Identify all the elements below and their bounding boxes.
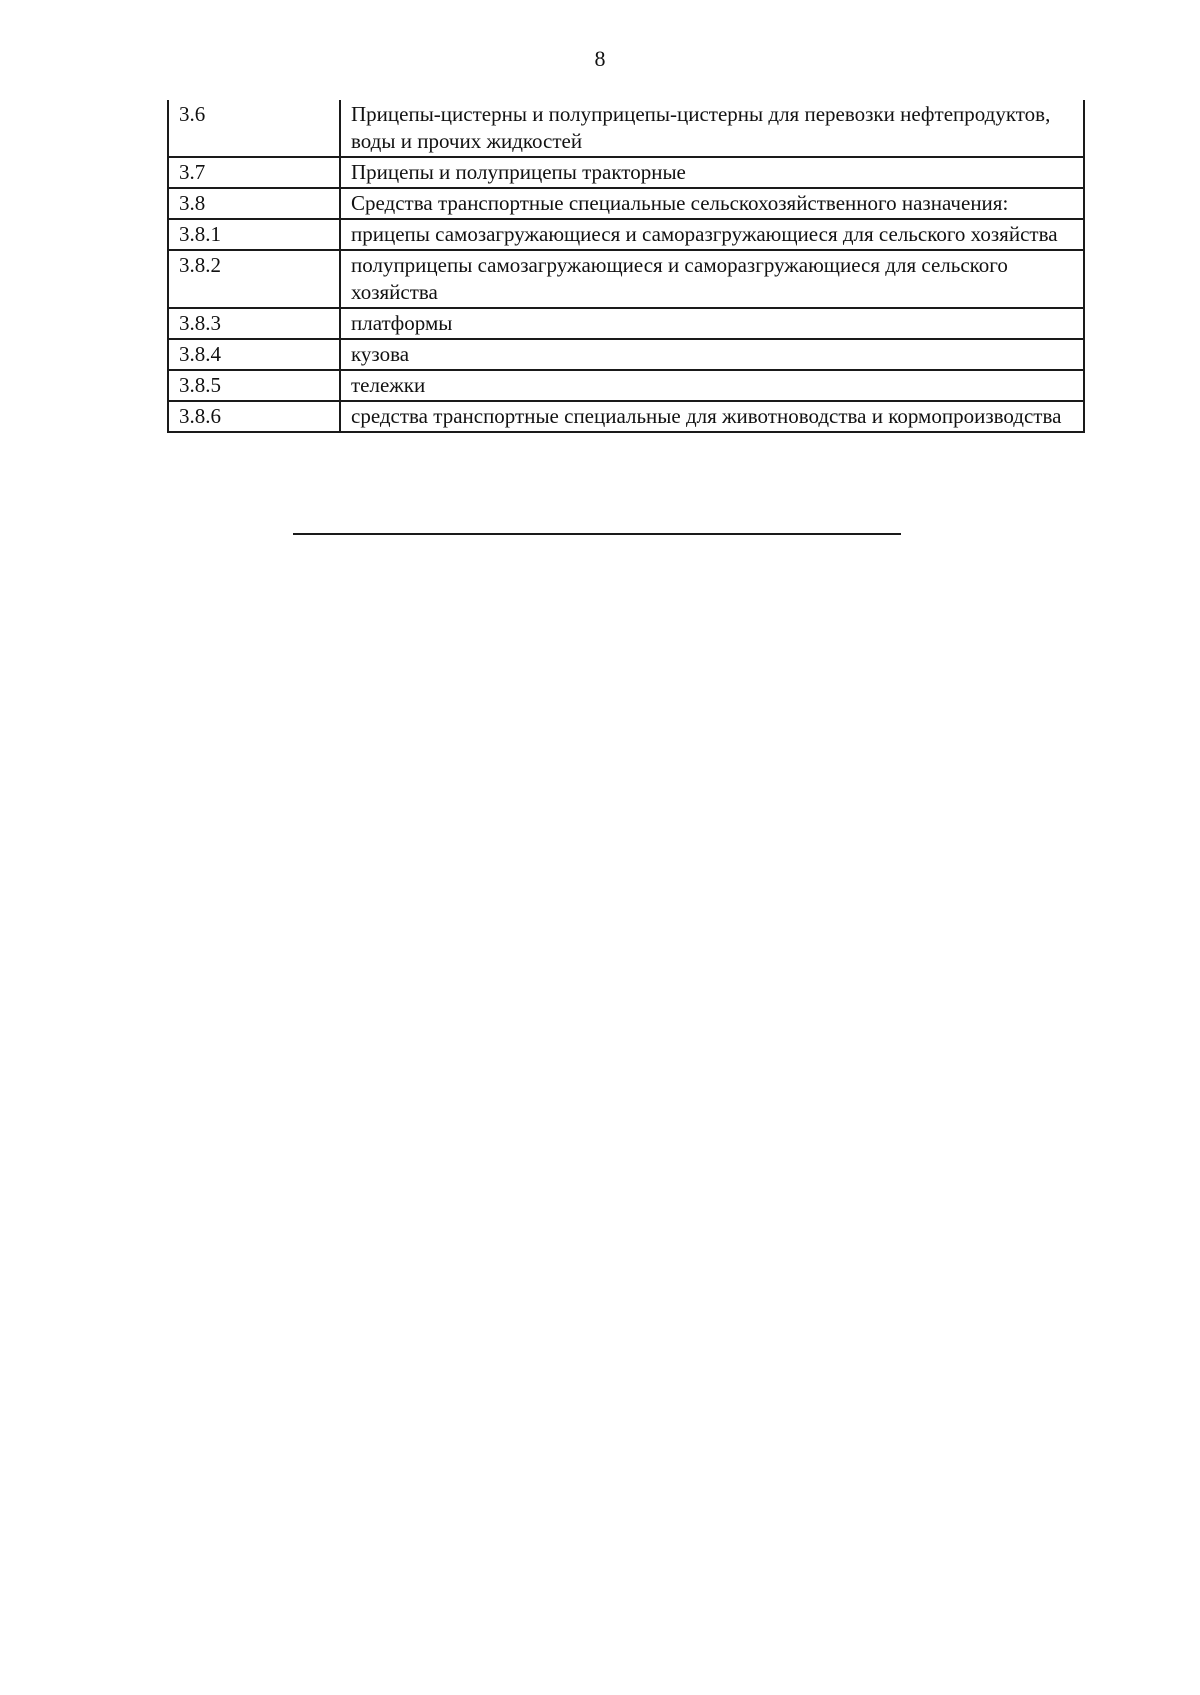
table-row: [168, 157, 1084, 188]
classification-table: [167, 100, 1085, 433]
table-row: [168, 370, 1084, 401]
row-description: Прицепы и полуприцепы тракторные: [340, 157, 1084, 188]
row-code: 3.8: [168, 188, 340, 219]
row-code: 3.7: [168, 157, 340, 188]
row-code: 3.8.3: [168, 308, 340, 339]
table-row: [168, 339, 1084, 370]
row-description: тележки: [340, 370, 1084, 401]
table-row: [168, 250, 1084, 308]
row-code: 3.8.5: [168, 370, 340, 401]
table-row: [168, 100, 1084, 157]
row-code: 3.8.6: [168, 401, 340, 432]
row-description: кузова: [340, 339, 1084, 370]
table-row: [168, 188, 1084, 219]
page-number: 8: [594, 46, 606, 71]
row-description: платформы: [340, 308, 1084, 339]
table-row: [168, 401, 1084, 432]
row-description: прицепы самозагружающиеся и саморазгружающиеся для сельского хозяйства: [340, 219, 1084, 250]
row-description: Средства транспортные специальные сельскохозяйственного назначения:: [340, 188, 1084, 219]
row-code: 3.8.2: [168, 250, 340, 308]
row-description: средства транспортные специальные для животноводства и кормопроизводства: [340, 401, 1084, 432]
row-description: Прицепы-цистерны и полуприцепы-цистерны для перевозки нефтепродуктов, воды и прочих жидкостей: [340, 100, 1084, 157]
row-description: полуприцепы самозагружающиеся и саморазгружающиеся для сельского хозяйства: [340, 250, 1084, 308]
row-code: 3.6: [168, 100, 340, 157]
row-code: 3.8.4: [168, 339, 340, 370]
table-row: [168, 308, 1084, 339]
table-row: [168, 219, 1084, 250]
row-code: 3.8.1: [168, 219, 340, 250]
end-of-document-rule: [293, 533, 901, 535]
